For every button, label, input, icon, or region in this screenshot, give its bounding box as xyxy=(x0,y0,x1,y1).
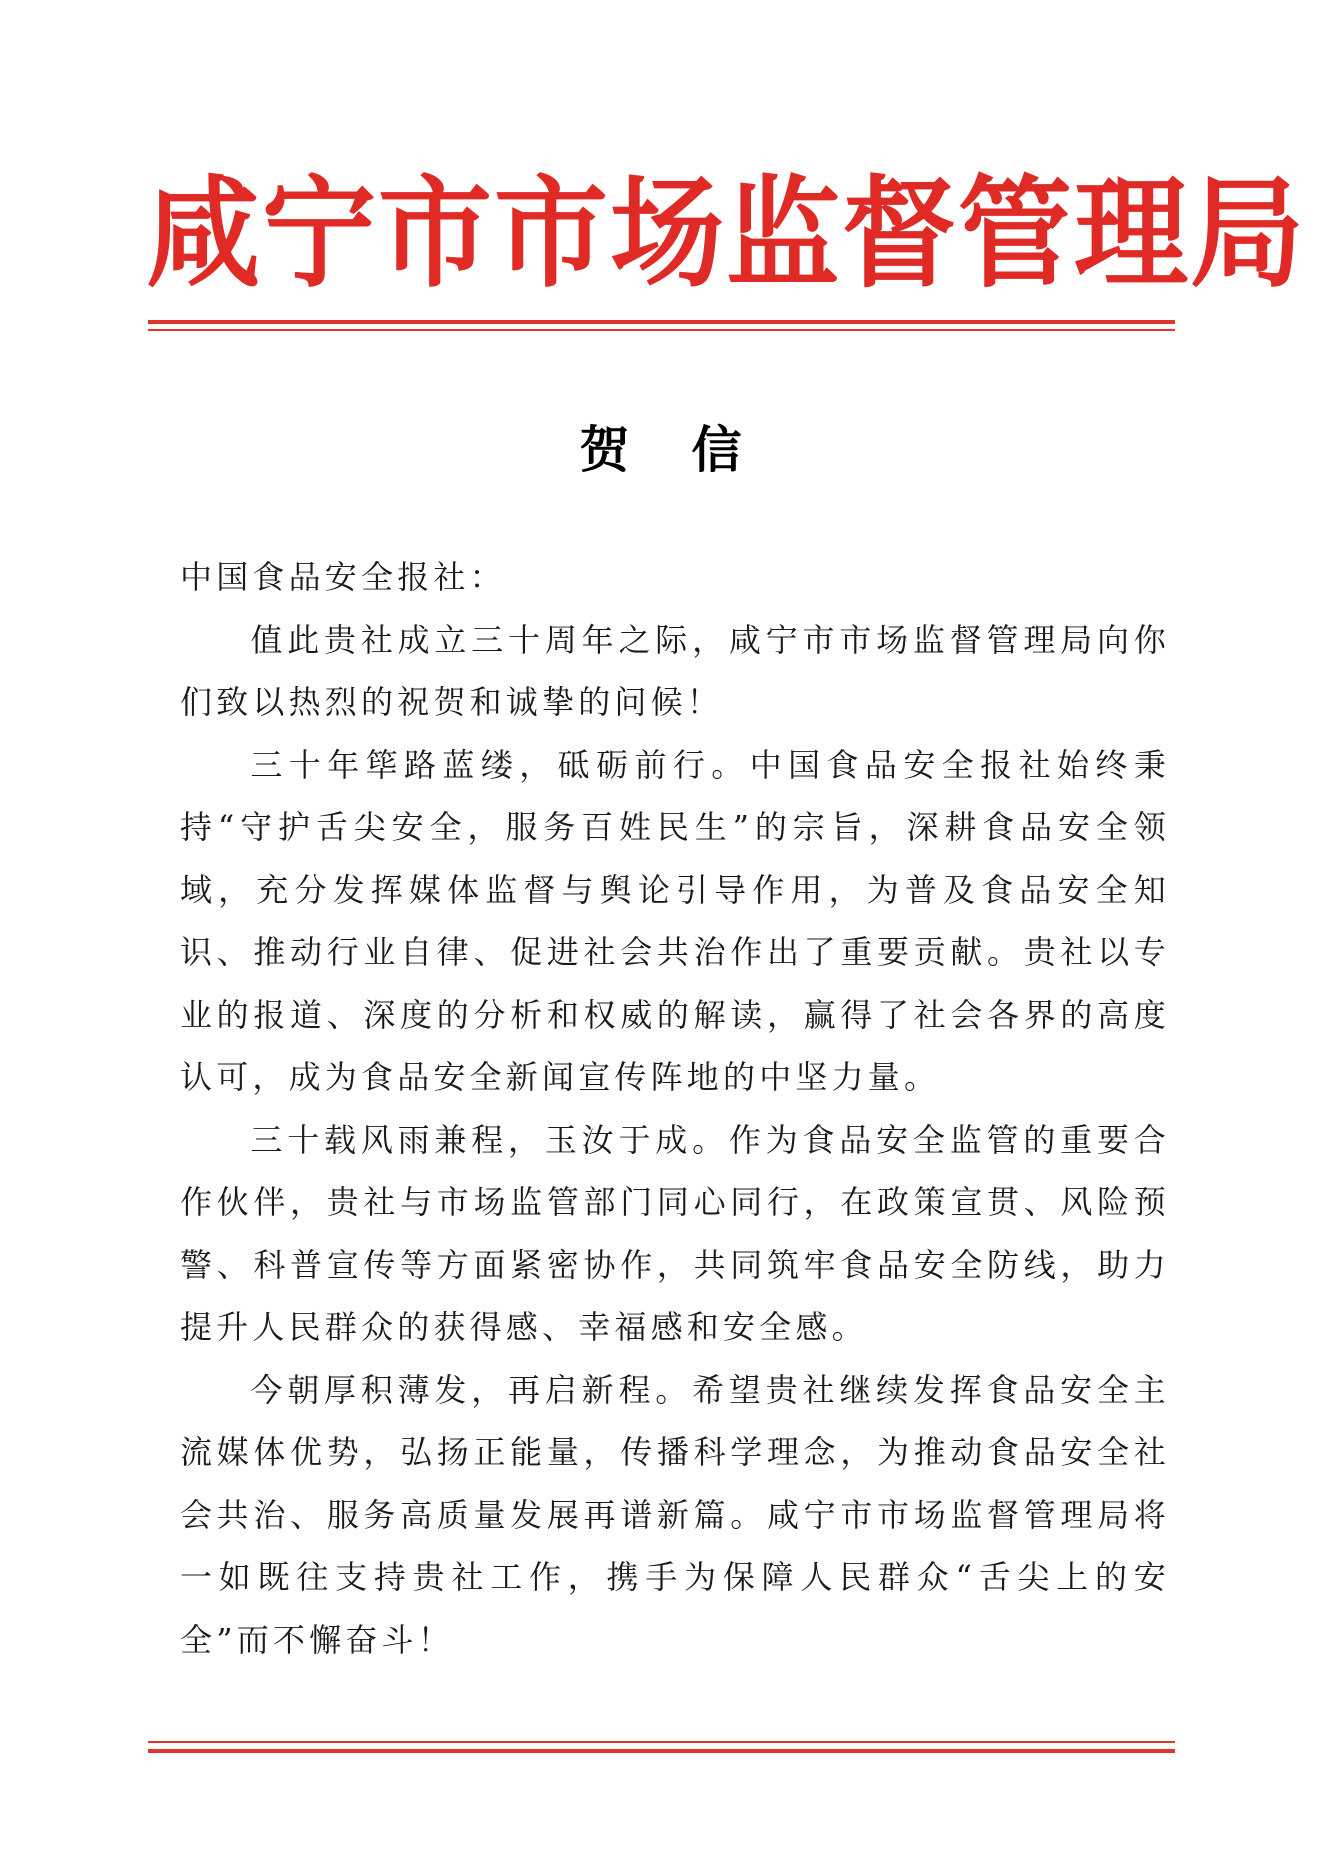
paragraph: 三十载风雨兼程，玉汝于成。作为食品安全监管的重要合作伙伴，贵社与市场监管部门同心同行，在政策宣贯、风险预警、科普宣传等方面紧密协作，共同筑牢食品安全防线，助力提升人民群众的获得感、幸福感和安全感。 xyxy=(180,1120,1170,1346)
paragraph: 三十年筚路蓝缕，砥砺前行。中国食品安全报社始终秉持“守护舌尖安全，服务百姓民生”的宗旨，深耕食品安全领域，充分发挥媒体监督与舆论引导作用，为普及食品安全知识、推动行业自律、促进社会共治作出了重要贡献。贵社以专业的报道、深度的分析和权威的解读，赢得了社会各界的高度认可，成为食品安全新闻宣传阵地的中坚力量。 xyxy=(180,745,1170,1096)
title-char-1: 贺 xyxy=(579,420,632,479)
letterhead-org-name: 咸宁市市场监督管理局 xyxy=(146,162,1307,304)
paragraph: 今朝厚积薄发，再启新程。希望贵社继续发挥食品安全主流媒体优势，弘扬正能量，传播科学理念，为推动食品安全社会共治、服务高质量发展再谱新篇。咸宁市市场监督管理局将一如既往支持贵社工作，携手为保障人民群众“舌尖上的安全”而不懈奋斗！ xyxy=(180,1370,1170,1659)
paragraph: 值此贵社成立三十周年之际，咸宁市市场监督管理局向你们致以热烈的祝贺和诚挚的问候！ xyxy=(180,620,1170,721)
footer-rule-thin xyxy=(148,1741,1175,1743)
letterhead-rule-thick xyxy=(148,320,1175,324)
title-char-2: 信 xyxy=(691,420,744,479)
salutation: 中国食品安全报社： xyxy=(180,558,506,596)
footer-rule-thick xyxy=(148,1749,1175,1753)
letter-title xyxy=(0,410,1323,490)
letterhead-rule-thin xyxy=(148,329,1175,331)
letter-body xyxy=(180,546,1170,1671)
